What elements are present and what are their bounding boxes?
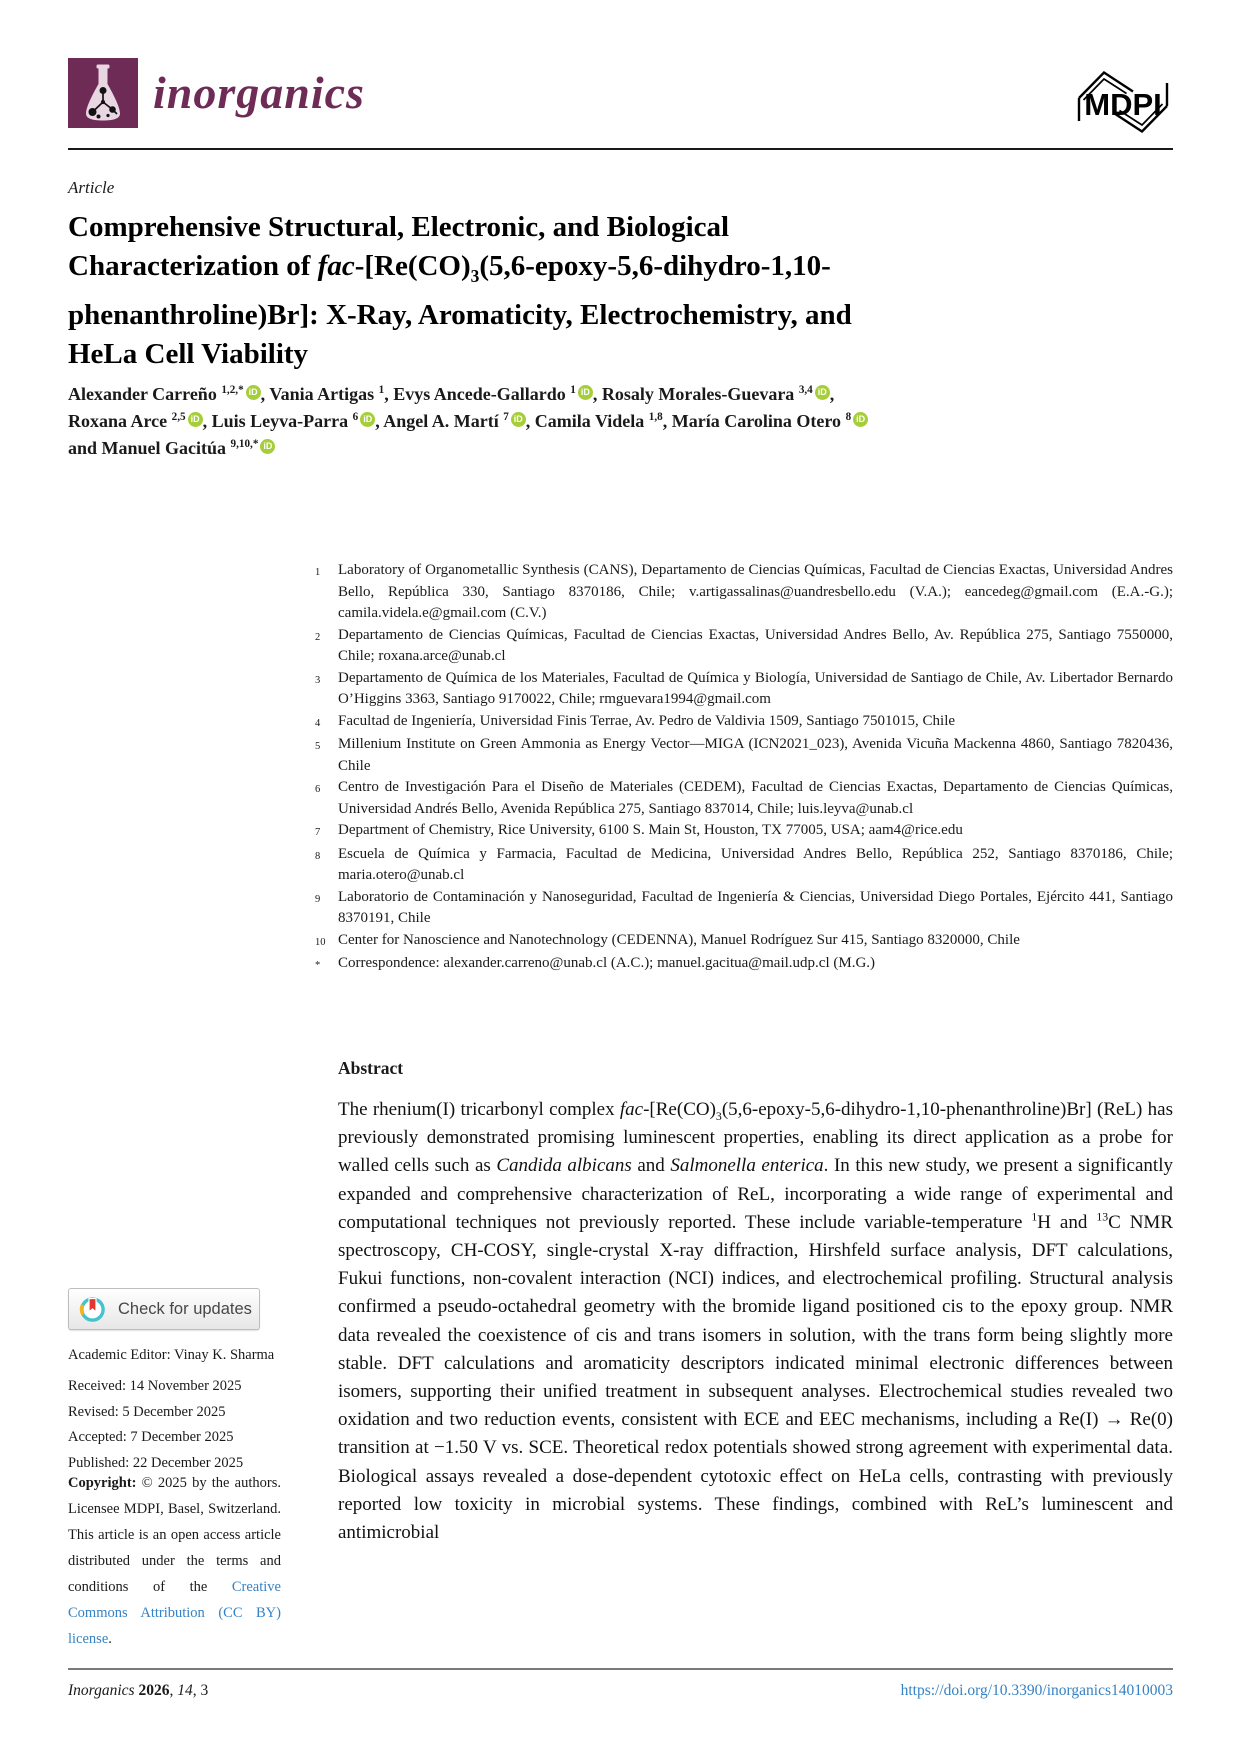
affiliation-marker: 1 (315, 567, 321, 578)
affiliation-text: Departamento de Química de los Materiales, Facultad de Química y Biología, Universidad de Santiago de Chile, Av. Libertador Bernardo O’Higgins 3363, Santiago 9170022, Chile; rmguevara1994@gmail.com (338, 669, 1173, 707)
check-for-updates-badge[interactable] (68, 1288, 260, 1330)
orcid-icon[interactable]: iD (360, 412, 375, 427)
affiliation-marker: 5 (315, 741, 321, 752)
orcid-icon[interactable]: iD (260, 439, 275, 454)
affiliation-marker: 6 (315, 784, 321, 795)
affiliation-row (315, 560, 1173, 625)
footer-divider (68, 1668, 1173, 1670)
history-dates (68, 1374, 283, 1476)
affiliation-row (315, 953, 1173, 977)
received-date: Received: 14 November 2025 (68, 1378, 242, 1394)
abstract-section (338, 1058, 1173, 1547)
affiliations-list (315, 560, 1173, 977)
affiliation-row (315, 625, 1173, 668)
abstract-heading: Abstract (338, 1058, 404, 1078)
mdpi-logo (1073, 64, 1173, 145)
affiliation-marker: 2 (315, 631, 321, 643)
affiliation-marker: 7 (315, 827, 321, 838)
affiliation-text: Laboratory of Organometallic Synthesis (CANS), Departamento de Ciencias Químicas, Facultad de Ciencias Exactas, Universidad Andres Bello, República 330, Santiago 8370186, Chile; v.artigassalinas@uandresbello.edu (V.A.); eancedeg@gmail.com (E.A.-G.); camila.videla.e@gmail.com (C.V.) (338, 562, 1173, 621)
affiliation-marker: 4 (315, 717, 321, 729)
affiliation-marker: 8 (315, 850, 321, 862)
affiliation-text: Departamento de Ciencias Químicas, Facultad de Ciencias Exactas, Universidad Andres Bello, Av. República 275, Santiago 7550000, Chile; roxana.arce@unab.cl (338, 626, 1173, 664)
affiliation-row (315, 777, 1173, 820)
affiliation-row (315, 711, 1173, 735)
orcid-icon[interactable]: iD (188, 412, 203, 427)
journal-logo (68, 58, 365, 128)
published-date: Published: 22 December 2025 (68, 1454, 244, 1471)
orcid-icon[interactable]: iD (511, 412, 526, 427)
header-divider (68, 148, 1173, 150)
mdpi-logo-text: MDPI (1084, 87, 1162, 122)
orcid-icon[interactable]: iD (578, 385, 593, 400)
affiliation-text: Escuela de Química y Farmacia, Facultad de Medicina, Universidad Andres Bello, República 252, Santiago 8370186, Chile; maria.otero@unab.cl (338, 845, 1173, 883)
affiliation-row (315, 887, 1173, 930)
affiliation-text: Center for Nanoscience and Nanotechnology (CEDENNA), Manuel Rodríguez Sur 415, Santiago 8320000, Chile (338, 931, 1020, 948)
footer (68, 1682, 1173, 1700)
page-title: Comprehensive Structural, Electronic, and Biological Characterization of fac-[$Re(CO)_3(5,6-epoxy-5,6-dihydro-1,10-$ phenanthroline)Br]: X-Ray, Aromaticity, Electrochemistry, and HeLa Cell Viability (68, 211, 852, 370)
affiliation-text: Correspondence: alexander.carreno@unab.cl (A.C.); manuel.gacitua@mail.udp.cl (M.G.) (338, 955, 876, 971)
academic-editor-line: Academic Editor: Vinay K. Sharma (68, 1347, 275, 1363)
journal-logo-text: inorganics (153, 67, 365, 118)
authors-line: Alexander Carreño $^{1,2,*}$ iD , Vania Artigas $^1$, Evys Ancede-Gallardo $^1$ iD , Rosaly Morales-Guevara $^{3,4}$ iD , Roxana Arce $^{2,5}$ iD , Luis Leyva-Parra $^6$ iD , Angel A. Martí $^7$ iD , Camila Videla $^{1,8}$, María Carolina Otero $^8$ iD and Manuel Gacitúa $^{9,10,*}$ iD (68, 381, 1078, 462)
affiliation-marker: 3 (315, 674, 321, 686)
accepted-date: Accepted: 7 December 2025 (68, 1429, 234, 1445)
creative-commons-link[interactable]: Creative Commons Attribution (CC BY) license (68, 1579, 281, 1647)
crossmark-icon (79, 1296, 106, 1323)
orcid-icon[interactable]: iD (815, 385, 830, 400)
affiliation-row (315, 844, 1173, 887)
doi-link[interactable]: https://doi.org/10.3390/inorganics14010003 (900, 1682, 1173, 1699)
affiliation-text: Facultad de Ingeniería, Universidad Finis Terrae, Av. Pedro de Valdivia 1509, Santiago 7501015, Chile (338, 712, 956, 729)
affiliation-row (315, 734, 1173, 777)
masthead (68, 58, 1173, 145)
orcid-icon[interactable]: iD (246, 385, 261, 400)
affiliation-marker: 10 (315, 936, 326, 948)
abstract-text: The rhenium(I) tricarbonyl complex fac-$[Re(CO)_3(5,6-epoxy-5,6-dihydro-1,10-phenanthroline)Br]$ (ReL) has previously demonstrated promising luminescent properties, enabling its direct application as a probe for walled cells such as Candida albicans and Salmonella enterica. In this new study, we present a significantly expanded and comprehensive characterization of ReL, incorporating a wide range of experimental and computational techniques not previously reported. These include variable-temperature $^1$H and $^{13}$C NMR spectroscopy, CH-COSY, single-crystal X-ray diffraction, Hirshfeld surface analysis, DFT calculations, Fukui functions, non-covalent interaction (NCI) indices, and electrochemical profiling. Structural analysis confirmed a pseudo-octahedral geometry with the bromide ligand positioned cis to the epoxy group. NMR data revealed the coexistence of cis and trans isomers in solution, with the trans form being slightly more stable. DFT calculations and aromaticity descriptors indicated minimal electronic differences between isomers, supporting their unified treatment in subsequent analyses. Electrochemical studies revealed two oxidation and two reduction events, consistent with ECE and EEC mechanisms, including a Re(I) → Re(0) transition at −1.50 V vs. SCE. Theoretical redox potentials showed strong agreement with experimental data. Biological assays revealed a dose-dependent cytotoxic effect on HeLa cells, contrasting with previously reported low toxicity in microbial systems. These findings, combined with ReL’s luminescent and antimicrobial (338, 1099, 1174, 1544)
orcid-icon[interactable]: iD (853, 412, 868, 427)
affiliation-text: Department of Chemistry, Rice University, 6100 S. Main St, Houston, TX 77005, USA; aam4@rice.edu (338, 822, 963, 838)
affiliation-marker: 9 (315, 893, 321, 905)
affiliation-marker: * (315, 960, 321, 971)
affiliation-row (315, 820, 1173, 844)
copyright-notice: Copyright: © 2025 by the authors. Licensee MDPI, Basel, Switzerland. This article is an open access article distributed under the terms and conditions of the Creative Commons Attribution (CC BY) license. (68, 1475, 281, 1647)
footer-citation: Inorganics 2026, 14, 3 (68, 1682, 209, 1699)
affiliation-row (315, 930, 1173, 954)
affiliation-text: Millenium Institute on Green Ammonia as Energy Vector—MIGA (ICN2021_023), Avenida Vicuña Mackenna 4860, Santiago 7820436, Chile (338, 736, 1173, 774)
article-type-label: Article (68, 178, 115, 197)
affiliation-row (315, 668, 1173, 711)
affiliation-text: Centro de Investigación Para el Diseño de Materiales (CEDEM), Facultad de Ciencias Exactas, Departamento de Ciencias Químicas, Universidad Andrés Bello, Avenida República 275, Santiago 837014, Chile; luis.leyva@unab.cl (338, 779, 1173, 817)
flask-icon (68, 58, 138, 128)
check-for-updates-label: Check for updates (118, 1299, 252, 1318)
revised-date: Revised: 5 December 2025 (68, 1403, 226, 1420)
affiliation-text: Laboratorio de Contaminación y Nanoseguridad, Facultad de Ingeniería & Ciencias, Universidad Diego Portales, Ejército 441, Santiago 8370191, Chile (338, 888, 1173, 926)
